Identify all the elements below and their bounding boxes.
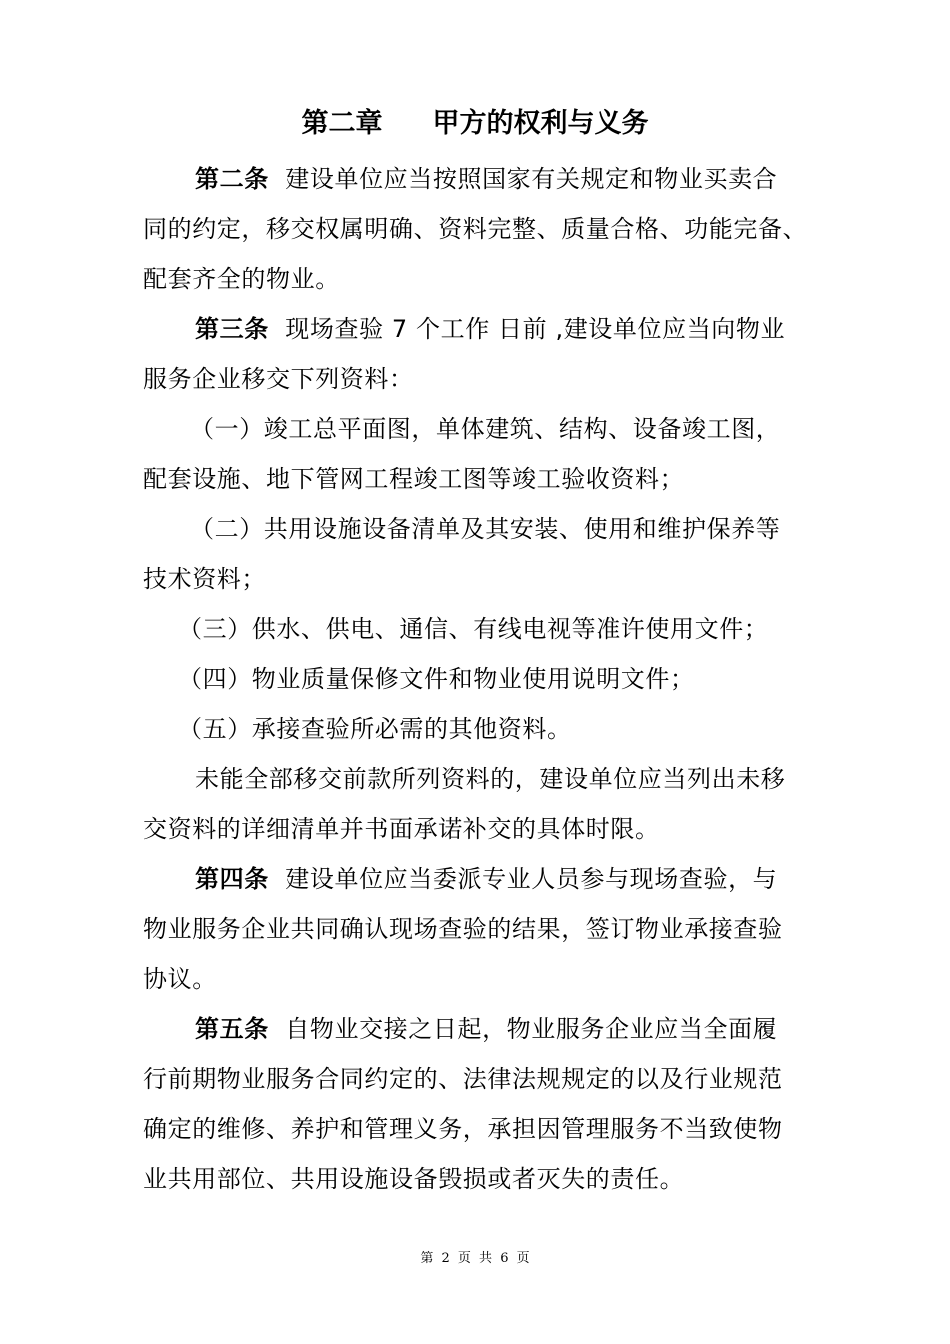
article-5-line-4: 业共用部位、共用设施设备毁损或者灭失的责任。 bbox=[143, 1165, 685, 1193]
article-5-line-3: 确定的维修、养护和管理义务，承担因管理服务不当致使物 bbox=[143, 1115, 783, 1143]
chapter-title: 甲方的权利与义务 bbox=[432, 108, 649, 139]
article-3-item-1-line-1: （一）竣工总平面图，单体建筑、结构、设备竣工图， bbox=[190, 415, 781, 443]
article-3-item-4: （四）物业质量保修文件和物业使用说明文件； bbox=[178, 665, 695, 693]
article-3-item-2-line-2: 技术资料； bbox=[143, 565, 266, 593]
article-4-label: 第四条 bbox=[195, 865, 269, 893]
article-3-label: 第三条 bbox=[195, 315, 269, 343]
article-4-line-3: 协议。 bbox=[143, 965, 217, 993]
article-2-line-2: 同的约定，移交权属明确、资料完整、质量合格、功能完备、 bbox=[143, 215, 808, 243]
article-3-line-1 bbox=[195, 312, 835, 346]
article-2-line-1 bbox=[195, 162, 835, 196]
article-2-line-3: 配套齐全的物业。 bbox=[143, 265, 340, 293]
article-3-line-2: 服务企业移交下列资料： bbox=[143, 365, 414, 393]
article-3-item-5: （五）承接查验所必需的其他资料。 bbox=[178, 715, 572, 743]
article-3-item-2-line-1: （二）共用设施设备清单及其安装、使用和维护保养等 bbox=[190, 515, 781, 543]
article-4-line-2: 物业服务企业共同确认现场查验的结果，签订物业承接查验 bbox=[143, 915, 783, 943]
article-4-line-1 bbox=[195, 862, 835, 896]
chapter-heading bbox=[0, 104, 950, 144]
article-3-item-1-line-2: 配套设施、地下管网工程竣工图等竣工验收资料； bbox=[143, 465, 685, 493]
article-5-text-1: 自物业交接之日起，物业服务企业应当全面履 bbox=[285, 1015, 778, 1043]
article-2-text-1: 建设单位应当按照国家有关规定和物业买卖合 bbox=[285, 165, 778, 193]
article-4-text-1: 建设单位应当委派专业人员参与现场查验，与 bbox=[285, 865, 778, 893]
article-3-note-line-2: 交资料的详细清单并书面承诺补交的具体时限。 bbox=[143, 815, 660, 843]
article-5-line-1 bbox=[195, 1012, 835, 1046]
chapter-number: 第二章 bbox=[301, 108, 383, 139]
article-3-text-1: 现场查验 7 个工作 日前 ,建设单位应当向物业 bbox=[285, 315, 786, 343]
article-5-label: 第五条 bbox=[195, 1015, 269, 1043]
article-3-note-line-1: 未能全部移交前款所列资料的，建设单位应当列出未移 bbox=[195, 765, 786, 793]
article-2-label: 第二条 bbox=[195, 165, 269, 193]
page-number-footer: 第 2 页 共 6 页 bbox=[420, 1251, 530, 1266]
article-5-line-2: 行前期物业服务合同约定的、法律法规规定的以及行业规范 bbox=[143, 1065, 783, 1093]
article-3-item-3: （三）供水、供电、通信、有线电视等准许使用文件； bbox=[178, 615, 769, 643]
